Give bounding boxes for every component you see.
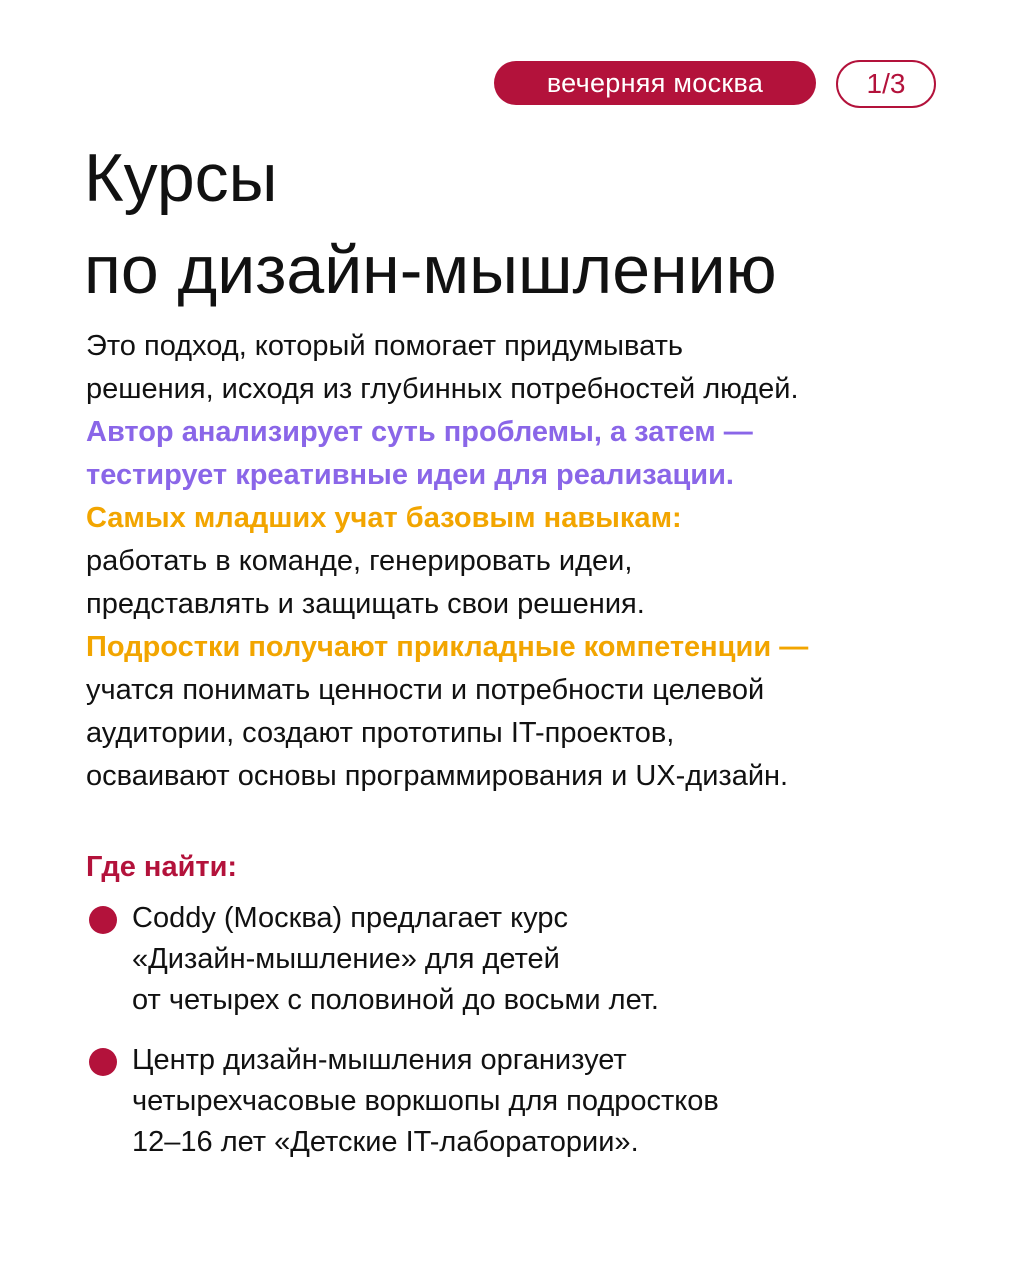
list-item-line: Центр дизайн-мышления организует bbox=[132, 1044, 627, 1076]
highlight-purple-line: тестирует креативные идеи для реализации. bbox=[86, 459, 734, 491]
list-item-line: Coddy (Москва) предлагает курс bbox=[132, 902, 568, 934]
bullet-icon bbox=[89, 1048, 117, 1076]
description-line: работать в команде, генерировать идеи, bbox=[86, 545, 633, 577]
description-line: Это подход, который помогает придумывать bbox=[86, 330, 683, 362]
title-line-1: Курсы bbox=[84, 140, 278, 216]
page-counter: 1/3 bbox=[836, 60, 936, 108]
bullet-icon bbox=[89, 906, 117, 934]
description-line: учатся понимать ценности и потребности целевой bbox=[86, 674, 765, 706]
description-line: решения, исходя из глубинных потребностей людей. bbox=[86, 373, 799, 405]
list-item-text bbox=[132, 898, 659, 1021]
list-item-line: от четырех с половиной до восьми лет. bbox=[132, 984, 659, 1016]
where-to-find-heading: Где найти: bbox=[86, 851, 238, 883]
list-item-line: «Дизайн-мышление» для детей bbox=[132, 943, 560, 975]
title-line-2: по дизайн-мышлению bbox=[84, 232, 777, 308]
list-item-line: четырехчасовые воркшопы для подростков bbox=[132, 1085, 719, 1117]
description-line: осваивают основы программирования и UX-дизайн. bbox=[86, 760, 789, 792]
page-title bbox=[84, 132, 964, 316]
description bbox=[86, 325, 986, 798]
highlight-orange-line: Самых младших учат базовым навыкам: bbox=[86, 502, 682, 534]
description-line: представлять и защищать свои решения. bbox=[86, 588, 645, 620]
list-item-line: 12–16 лет «Детские IT-лаборатории». bbox=[132, 1126, 639, 1158]
brand-badge: вечерняя москва bbox=[494, 61, 816, 105]
highlight-purple-line: Автор анализирует суть проблемы, а затем — bbox=[86, 416, 753, 448]
highlight-orange-line: Подростки получают прикладные компетенции — bbox=[86, 631, 809, 663]
description-line: аудитории, создают прототипы IT-проектов, bbox=[86, 717, 675, 749]
list-item-text bbox=[132, 1040, 719, 1163]
